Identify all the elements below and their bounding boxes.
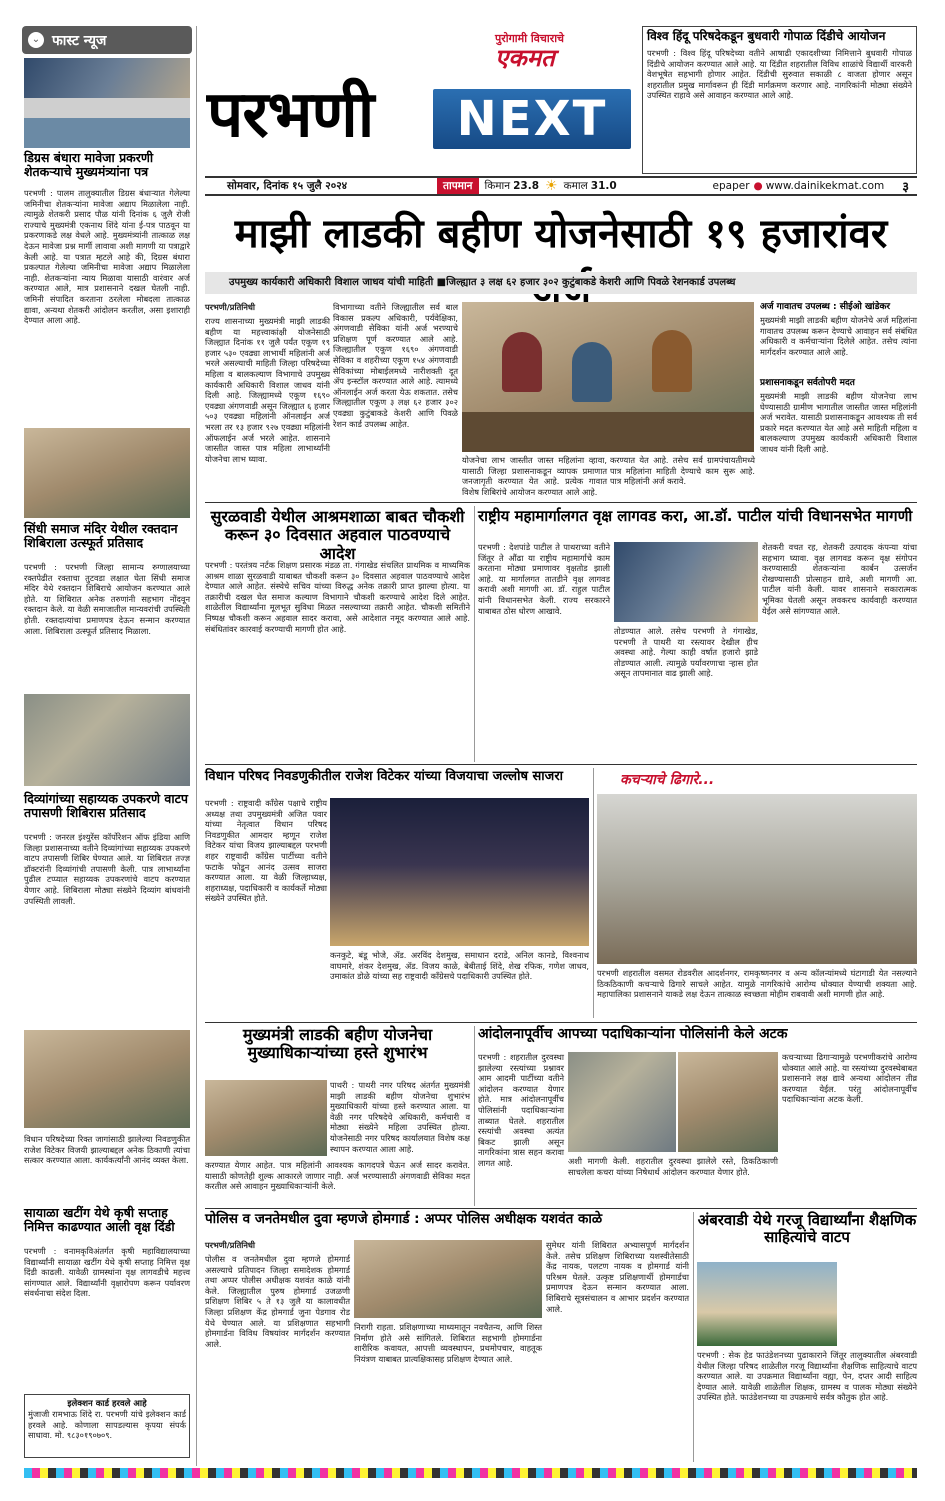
homeguard-col-2: निरागी राहता. प्रशिक्षणाच्या माध्यमातून नवचैतन्य, आणि शिस्त निर्माण होते असे सांगितले. शिबिरात सहभागी होमगार्डना शारीरिक कवायत, आपत्ती व्यवस्थापन, प्रथमोपचार, वाहतूक नियंत्रण याबाबत प्रात्यक्षिकासह प्रशिक्षण देण्यात आले. [354,1322,542,1364]
school-body-side [840,1262,917,1346]
garbage-caption: परभणी शहरातील वसमत रोडवरील आदर्शनगर, रामकृष्णनगर व अन्य कॉलन्यांमध्ये घंटागाडी येत नसल्याने ठिकठिकाणी कचऱ्याचे ढिगारे साचले आहेत. यामुळे नागरिकांचे आरोग्य धोक्यात येण्याची शक्यता आहे. महापालिका प्रशासनाने याकडे लक्ष देऊन तात्काळ स्वच्छता मोहीम राबवावी अशी मागणी होत आहे. [597,968,917,1000]
ladki-launch-headline: मुख्यमंत्री लाडकी बहीण योजनेचा मुख्याधिकाऱ्यांच्या हस्ते शुभारंभ [242,1025,433,1063]
fast-news-header [22,26,192,54]
ashram-body: परभणी : परतंत्रय नर्टक शिक्षण प्रसारक मंडळ ता. गंगाखेड संचलित प्राथमिक व माध्यमिक आश्रम शाळा सुरळवाडी याबाबत चौकशी करून ३० दिवसात अहवाल पाठवण्याचे आदेश देण्यात आले आहेत. संस्थेचे सचिव यांच्या विरुद्ध अनेक तक्रारी प्राप्त झाल्या होत्या. या तक्रारीची दखल घेत समाज कल्याण विभागाने चौकशी करण्याचे आदेश दिले आहेत. शाळेतील विद्यार्थ्यांना मूलभूत सुविधा मिळत नसल्याच्या तक्रारी आहेत. चौकशी समितीने निष्पक्ष चौकशी करून अहवाल सादर करावा, असे आदेशात नमूद करण्यात आले आहे. संबंधितांवर कारवाई करण्याची मागणी होत आहे. [205,560,470,634]
registration-bar [24,1468,917,1478]
classified-ad-title: इलेक्शन कार्ड हरवले आहे [67,1399,147,1409]
tree-col-3: शेतकरी वचत रह, शेतकरी उत्पादक कंपन्या यांचा सहभाग घ्यावा. वृक्ष लागवड करून वृक्ष संगोपन करण्यासाठी शेतकऱ्यांना कार्बन उत्सर्जन रोखण्यासाठी प्रोत्साहन द्यावे, अशी मागणी आ. पाटील यांनी केली. यावर शासनाने सकारात्मक भूमिका घेतली असून लवकरच कार्यवाही करण्यात येईल असे सांगण्यात आले. [762,542,917,616]
masthead-brand: एकमत [495,44,555,72]
aap-photo-police [678,1052,778,1152]
homeguard-byline: परभणी/प्रतिनिधी [205,1240,256,1250]
epaper-label: epaper [712,180,750,192]
temp-min-label: किमान [484,180,511,192]
date-bar [205,176,917,196]
tree-headline: राष्ट्रीय महामार्गालगत वृक्ष लागवड करा, आ.डॉ. पाटील यांची विधानसभेत मागणी [478,507,913,525]
main-subheading: उपमुख्य कार्यकारी अधिकारी विशाल जाधव यांची माहिती ■जिल्ह्यात ३ लक्ष ६२ हजार ३०२ कुटुंबाकडे केशरी आणि पिवळे रेशनकार्ड उपलब्ध [205,272,917,294]
temp-max-value: 31.0 [590,180,617,192]
sun-icon: ☀ [545,178,558,194]
aap-headline: आंदोलनापूर्वीच आपच्या पदाधिकाऱ्यांना पोलिसांनी केले अटक [478,1026,788,1042]
divider-8 [693,1212,694,1462]
divider-2 [474,506,475,762]
fast-news-headline-2: सिंधी समाज मंदिर येथील रक्तदान शिबिराला उत्स्फूर्त प्रतिसाद [24,521,178,551]
fast-news-label: फास्ट न्यूज [52,32,107,49]
garbage-label: कचऱ्याचे ढिगारे... [620,772,715,788]
fast-news-photo-blood [24,428,190,518]
temp-max-label: कमाल [563,180,588,192]
masthead-edition: NEXT [433,89,631,149]
temperature-label: तापमान [437,178,479,194]
school-photo [697,1262,837,1346]
website-url[interactable]: www.dainikekmat.com [765,180,885,192]
fast-news-body-4: विधान परिषदेच्या रिक्त जागांसाठी झालेल्या निवडणुकीत राजेश विटेकर विजयी झाल्याबद्दल अनेक ठिकाणी त्यांचा सत्कार करण्यात आला. कार्यकर्त्यांनी आनंद व्यक्त केला. [24,1134,190,1166]
garbage-photo [597,794,917,964]
ladki-launch-body-2: करण्यात येणार आहेत. पात्र महिलांनी आवश्यक कागदपत्रे घेऊन अर्ज सादर करावेत. यासाठी कोणतेही शुल्क आकारले जाणार नाही. अर्ज भरण्यासाठी अंगणवाडी सेविका मदत करतील असे आवाहन मुख्याधिकाऱ्यांनी केले. [205,1160,470,1192]
main-col-4-caption: करण्यात येत आहे. तसेच सर्व ग्रामपंचायतीमध्ये पात्र महिलांना माहिती देण्याचे काम सुरू आहे. पात्र महिलांनी अर्ज करावे. [610,455,755,487]
top-right-story [642,26,917,174]
main-right-body: मुख्यमंत्री माझी लाडकी बहीण योजनेचे अर्ज महिलांना गावातच उपलब्ध करून देण्याचे आवाहन सर्व संबंधित अधिकारी व कर्मचाऱ्यांना दिलेले आहेत. तसेच त्यांना मार्गदर्शन करण्यात आले आहे. [760,315,917,357]
homeguard-col-3: सुमेधर यांनी शिबिरात अभ्यासपूर्ण मार्गदर्शन केले. तसेच प्रशिक्षण शिबिराच्या यशस्वीतेसाठी केंद्र नायक, पलटण नायक व होमगार्ड यांनी परिश्रम घेतले. उत्कृष्ट प्रशिक्षणार्थी होमगार्डचा प्रमाणपत्र देऊन सन्मान करण्यात आला. शिबिराचे सूत्रसंचालन व आभार प्रदर्शन करण्यात आले. [546,1240,689,1314]
aap-photo-protest [568,1052,676,1152]
divider-3 [205,764,917,765]
classified-ad-body: मुंजाजी रामभाऊ शिंदे रा. परभणी यांचे इलेक्शन कार्ड हरवले आहे. कोणाला सापडल्यास कृपया संपर्क साधावा. मो. ९८३०१९०७०९. [28,1409,186,1441]
tree-col-1: परभणी : देशपांडे पाटील ते पाथराच्या वतीने जिंतूर ते औंढा या राष्ट्रीय महामार्गाचे काम करताना मोठ्या प्रमाणावर वृक्षतोड झाली आहे. या मार्गालगत तातडीने वृक्ष लागवड करावी अशी मागणी आ. डॉ. राहुल पाटील यांनी विधानसभेत केली. राज्य सरकारने याबाबत ठोस धोरण आखावे. [478,542,610,616]
chevron-down-icon: ⌄ [28,32,44,48]
masthead-tagline: पुरोगामी विचाराचे [495,32,565,45]
fast-news-photo-camp [24,694,190,786]
temp-min-value: 23.8 [513,180,540,192]
masthead [205,25,640,165]
main-right-heading-2: प्रशासनाकडून सर्वतोपरी मदत [760,378,855,388]
vitekar-headline: विधान परिषद निवडणुकीतील राजेश विटेकर यांच्या विजयाचा जल्लोष साजरा [205,769,564,784]
top-right-headline: विश्व हिंदू परिषदेकडून बुधवारी गोपाळ दिंडीचे आयोजन [647,29,886,43]
school-body: परभणी : सेक हेड फाउंडेशनच्या पुढाकाराने जिंतूर तालुक्यातील अंबरवाडी येथील जिल्हा परिषद शाळेतील गरजू विद्यार्थ्यांना शैक्षणिक साहित्याचे वाटप करण्यात आले. या उपक्रमात विद्यार्थ्यांना वह्या, पेन, दप्तर आदी साहित्य देण्यात आले. यावेळी शाळेतील शिक्षक, ग्रामस्थ व पालक मोठ्या संख्येने उपस्थित होते. फाउंडेशनच्या या उपक्रमाचे सर्वत्र कौतुक होत आहे. [697,1350,917,1403]
aap-caption: अशी मागणी केली. शहरातील दुरवस्था झालेले रस्ते, ठिकठिकाणी साचलेला कचरा यांच्या निषेधार्थ आंदोलन करण्यात येणार होते. [568,1156,778,1177]
main-byline: परभणी/प्रतिनिधी [205,302,256,312]
tree-photo-assembly [614,542,758,622]
main-col-2: विभागाच्या वतीने जिल्ह्यातील सर्व बाल विकास प्रकल्प अधिकारी, पर्यवेक्षिका, अंगणवाडी सेविका यांनी अर्ज भरण्याचे प्रशिक्षण पूर्ण करण्यात आले आहे. जिल्ह्यातील एकूण १६९० अंगणवाडी सेविका व शहरीच्या एकूण १५४ अंगणवाडी सेविकांच्या मोबाईलमध्ये नारीशक्ती दूत ॲप इन्स्टॉल करण्यात आले आहे. त्यामध्ये ऑनलाईन अर्ज करता येऊ शकतात. तसेच जिल्ह्यातील एकूण ३ लक्ष ६२ हजार ३०२ एवढ्या कुटुंबाकडे केशरी आणि पिवळे रेशन कार्ड उपलब्ध आहेत. [333,302,458,429]
tree-col-2: तोडण्यात आले. तसेच परभणी ते गंगाखेड, परभणी ते पाथरी या रस्त्यावर देखील हीच अवस्था आहे. गेल्या काही वर्षात हजारो झाडे तोडण्यात आली. त्यामुळे पर्यावरणाचा ऱ्हास होत असून तापमानात वाढ झाली आहे. [614,626,758,679]
page-number: ३ [902,180,909,195]
left-column-divider [196,26,197,1466]
fast-news-photo-dam [24,58,190,148]
ladki-launch-photo [205,1080,327,1156]
top-right-body: परभणी : विश्व हिंदू परिषदेच्या वतीने आषाढी एकादशीच्या निमित्ताने बुधवारी गोपाळ दिंडीचे आयोजन करण्यात आले आहे. या दिंडीत शहरातील विविध शाळांचे विद्यार्थी वारकरी वेशभूषेत सहभागी होणार आहेत. दिंडीची सुरुवात सकाळी ८ वाजता होणार असून शहरातील प्रमुख मार्गावरून ही दिंडी मार्गक्रमण करणार आहे. नागरिकांनी मोठ्या संख्येने उपस्थित राहावे असे आवाहन करण्यात आले आहे. [647,48,912,101]
main-col-1: राज्य शासनाच्या मुख्यमंत्री माझी लाडकी बहीण या महत्त्वाकांक्षी योजनेसाठी जिल्ह्यात दिनांक ११ जुलै पर्यंत एकूण १९ हजार ५३० एवढ्या लाभार्थी महिलांनी अर्ज भरले असल्याची माहिती जिल्हा परिषदेच्या महिला व बालकल्याण विभागाचे उपमुख्य कार्यकारी अधिकारी विशाल जाधव यांनी दिली आहे. जिल्ह्यामध्ये एकूण १६९० एवढ्या अंगणवाडी असून जिल्ह्यात ६ हजार ५०३ एवढ्या महिलांनी ऑनलाईन अर्ज भरला तर १३ हजार ९२७ एवढ्या महिलांनी ऑफलाईन अर्ज भरले आहेत. शासनाने जास्तीत जास्त पात्र महिला लाभार्थ्यांनी योजनेचा लाभ घ्यावा. [205,316,330,464]
aap-body: परभणी : शहरातील दुरवस्था झालेल्या रस्त्यांच्या प्रश्नावर आम आदमी पार्टीच्या वतीने आंदोलन करण्यात येणार होते. मात्र आंदोलनापूर्वीच पोलिसांनी पदाधिकाऱ्यांना ताब्यात घेतले. शहरातील रस्त्यांची अवस्था अत्यंत बिकट झाली असून नागरिकांना त्रास सहन करावा लागत आहे. [478,1052,564,1168]
fast-news-headline-3: दिव्यांगांच्या सहाय्यक उपकरणे वाटप तपासणी शिबिरास प्रतिसाद [24,791,188,821]
main-headline: माझी लाडकी बहीण योजनेसाठी १९ हजारांवर [234,211,888,257]
globe-icon: ● [753,180,763,192]
fast-news-headline-5: सायाळा खटींग येथे कृषी सप्ताह निमित्त काढण्यात आली वृक्ष दिंडी [24,1205,175,1235]
homeguard-headline: पोलिस व जनतेमधील दुवा म्हणजे होमगार्ड : अप्पर पोलिस अधीक्षक यशवंत काळे [205,1211,603,1227]
school-headline: अंबरवाडी येथे गरजू विद्यार्थ्यांना शैक्षणिक साहित्यांचे वाटप [697,1211,917,1247]
aap-right: कचऱ्याच्या ढिगाऱ्यामुळे परभणीकरांचे आरोग्य धोक्यात आले आहे. या रस्त्यांच्या दुरवस्थेबाबत प्रशासनाने लक्ष द्यावे अन्यथा आंदोलन तीव्र करण्यात येईल. परंतु आंदोलनापूर्वीच पदाधिकाऱ्यांना अटक केली. [782,1052,917,1105]
ladki-launch-body: पाथरी : पाथरी नगर परिषद अंतर्गत मुख्यमंत्री माझी लाडकी बहीण योजनेचा शुभारंभ मुख्याधिकारी यांच्या हस्ते करण्यात आला. या वेळी नगर परिषदेचे अधिकारी, कर्मचारी व मोठ्या संख्येने महिला उपस्थित होत्या. योजनेसाठी नगर परिषद कार्यालयात विशेष कक्ष स्थापन करण्यात आला आहे. [330,1080,470,1154]
fast-news-body-3: परभणी : जनरल इंश्युरेंस कॉर्पोरेशन ऑफ इंडिया आणि जिल्हा प्रशासनाच्या वतीने दिव्यांगांच्या सहाय्यक उपकरणे वाटप तपासणी शिबिर घेण्यात आले. या शिबिरात तज्ज्ञ डॉक्टरांनी दिव्यांगांची तपासणी केली. पात्र लाभार्थ्यांना पुढील टप्प्यात सहाय्यक उपकरणांचे वाटप करण्यात येणार आहे. शिबिराला मोठ्या संख्येने दिव्यांग बांधवांनी उपस्थिती लावली. [24,832,190,906]
divider-4 [593,768,594,1018]
main-col-3-caption: योजनेचा लाभ जास्तीत जास्त महिलांना व्हावा, यासाठी जिल्हा प्रशासनाकडून व्यापक प्रमाणात जनजागृती करण्यात येत आहे. प्रत्येक गावात विशेष शिबिरांचे आयोजन करण्यात आले आहे. [462,455,607,497]
fast-news-body-1: परभणी : पालम तालुक्यातील डिग्रस बंधाऱ्यात गेलेल्या जमिनीचा शेतकऱ्यांना मावेजा अद्याप मिळालेला नाही. त्यामुळे शेतकरी प्रसाद पौळ यांनी दिनांक ६ जुलै रोजी राज्याचे मुख्यमंत्री एकनाथ शिंदे यांना ई-पत्र पाठवून या प्रकरणाकडे लक्ष वेधले आहे. मुख्यमंत्र्यांनी तात्काळ लक्ष देऊन मावेजा प्रश्न मार्गी लावावा अशी मागणी या पत्राद्वारे केली आहे. या पत्रात म्हटले आहे की, दिग्रस बंधारा प्रकल्पात गेलेल्या जमिनीचा मावेजा अद्याप मिळालेला नाही. शेतकऱ्यांना न्याय मिळावा यासाठी वारंवार अर्ज करण्यात आले, मात्र प्रशासनाने दखल घेतली नाही. जमिनी संपादित करताना ठरलेला मोबदला तात्काळ द्यावा, अन्यथा शेतकरी आंदोलन करतील, असा इशाराही देण्यात आला आहे. [24,188,190,326]
ashram-headline: सुरळवाडी येथील आश्रमशाळा बाबत चौकशी करून ३० दिवसात अहवाल पाठवण्याचे आदेश [210,507,465,563]
main-photo-meeting [462,302,754,452]
issue-date: सोमवार, दिनांक १५ जुलै २०२४ [227,180,348,192]
vitekar-caption: कनकुटे, बंडू भोजे, ॲड. अरविंद देशमुख, समाधान दराडे, अनिल कानडे, विश्वनाथ वाघमारे, शंकर देशमुख, ॲड. विजय काळे, बेबीताई शिंदे, शेख रफिक, गणेश जाधव, उमाकांत डोळे यांच्या सह राष्ट्रवादी काँग्रेसचे पदाधिकारी उपस्थित होते. [330,950,589,982]
homeguard-photo [354,1240,542,1318]
fast-news-body-2: परभणी : परभणी जिल्हा सामान्य रुग्णालयाच्या रक्तपेढीत रक्ताचा तुटवडा लक्षात घेता सिंधी समाज मंदिर येथे रक्तदान शिबिराचे आयोजन करण्यात आले होते. या शिबिरात अनेक तरुणांनी सहभाग नोंदवून रक्तदान केले. या वेळी समाजातील मान्यवरांची उपस्थिती होती. रक्तदात्यांचा प्रमाणपत्र देऊन सन्मान करण्यात आला. शिबिराला उत्स्फूर्त प्रतिसाद मिळाला. [24,562,190,636]
main-right-body-2: मुख्यमंत्री माझी लाडकी बहीण योजनेचा लाभ घेण्यासाठी ग्रामीण भागातील जास्तीत जास्त महिलांनी अर्ज भरावेत. यासाठी प्रशासनाकडून आवश्यक ती सर्व प्रकारे मदत करण्यात येत आहे असे माहिती महिला व बालकल्याण उपमुख्य कार्यकारी अधिकारी विशाल जाधव यांनी दिली आहे. [760,391,917,454]
divider-6 [474,1026,475,1206]
masthead-city: परभणी [207,78,374,152]
divider-5 [205,1022,917,1023]
divider-7 [205,1208,917,1209]
homeguard-col-1: पोलीस व जनतेमधील दुवा म्हणजे होमगार्ड असल्याचे प्रतिपादन जिल्हा समादेशक होमगार्ड तथा अप्पर पोलीस अधीक्षक यशवंत काळे यांनी केले. जिल्ह्यातील पुरुष होमगार्ड उजळणी प्रशिक्षण शिबिर ५ ते १३ जुलै या कालावधीत जिल्हा प्रशिक्षण केंद्र होमगार्ड जुना पेडगाव रोड येथे घेण्यात आले. या प्रशिक्षणात सहभागी होमगार्डना विविध विषयांवर मार्गदर्शन करण्यात आले. [205,1254,350,1349]
vitekar-photo-crowd [330,798,589,946]
fast-news-photo-felicitation [24,1030,190,1128]
classified-ad [24,1394,190,1458]
fast-news-headline-1: डिग्रस बंधारा मावेजा प्रकरणी शेतकऱ्याचे मुख्यमंत्र्यांना पत्र [24,150,154,180]
main-right-heading: अर्ज गावातच उपलब्ध : सीईओ खांडेकर [760,302,891,312]
divider-1 [205,502,917,503]
fast-news-body-5: परभणी : वनामकृविअंतर्गत कृषी महाविद्यालयाच्या विद्यार्थ्यांनी सायाळा खटींग येथे कृषी सप्ताह निमित्त वृक्ष दिंडी काढली. यावेळी ग्रामस्थांना वृक्ष लागवडीचे महत्त्व सांगण्यात आले. विद्यार्थ्यांनी वृक्षारोपण करून पर्यावरण संवर्धनाचा संदेश दिला. [24,1246,190,1299]
vitekar-body: परभणी : राष्ट्रवादी काँग्रेस पक्षाचे राष्ट्रीय अध्यक्ष तथा उपमुख्यमंत्री अजित पवार यांच्या नेतृत्वात विधान परिषद निवडणुकीत आमदार म्हणून राजेश विटेकर यांचा विजय झाल्याबद्दल परभणी शहर राष्ट्रवादी काँग्रेस पार्टीच्या वतीने फटाके फोडून आनंद उत्सव साजरा करण्यात आला. या वेळी जिल्हाध्यक्ष, शहराध्यक्ष, पदाधिकारी व कार्यकर्ते मोठ्या संख्येने उपस्थित होते. [205,798,327,904]
